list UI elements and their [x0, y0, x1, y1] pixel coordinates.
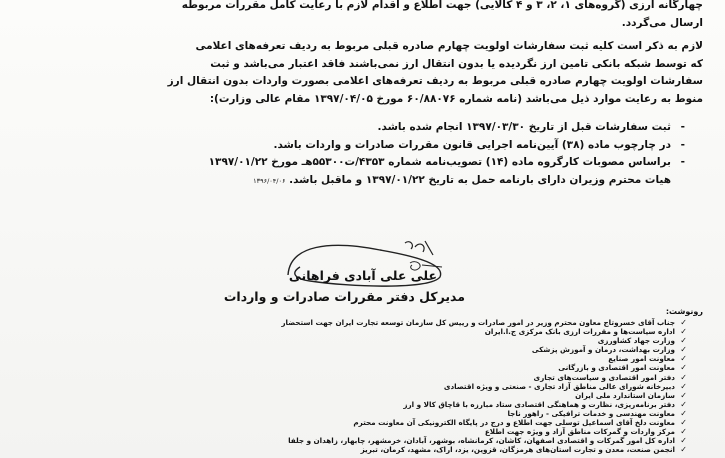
handwritten-date: ۱۳۹۶/۰۴/۰۶ — [253, 176, 286, 185]
cc-item-text: جناب آقای خسروتاج معاون محترم وزیر در امور صادرات و رییس کل سازمان توسعه تجارت ایران جهت استحضار — [281, 318, 675, 327]
check-icon: ✓ — [680, 345, 687, 355]
main-paragraph — [13, 38, 703, 108]
cc-item — [47, 382, 687, 391]
cc-item-text: دبیرخانه شورای عالی مناطق آزاد تجاری - صنعتی و ویژه اقتصادی — [443, 381, 675, 391]
cc-item — [47, 373, 687, 382]
signatory-title: مدیرکل دفتر مقررات صادرات و واردات — [223, 289, 465, 304]
cc-item-text: وزارت جهاد کشاورزی — [597, 336, 675, 346]
cc-item — [47, 427, 687, 436]
check-icon: ✓ — [680, 436, 687, 446]
cc-item — [47, 363, 687, 372]
check-icon: ✓ — [680, 418, 687, 428]
text-line: ارسال می‌گردد. — [621, 16, 703, 29]
text-line: چهارگانه ارزی (گروه‌های ۱، ۲، ۳ و ۴ کالایی) جهت اطلاع و اقدام لازم با رعایت کامل مقررات مربوطه — [181, 0, 703, 11]
text-line: سفارشات اولویت چهارم صادره قبلی مربوط به ردیف تعرفه‌های اعلامی بصورت واردات بدون انتقال ارز — [167, 75, 703, 87]
cc-item-text: معاونت امور اقتصادی و بازرگانی — [558, 363, 675, 373]
condition-item: - براساس مصوبات کارگروه ماده (۱۴) تصویب‌نامه شماره ۴۳۵۳/ت۵۵۳۰۰هـ مورخ ۱۳۹۷/۰۱/۲۲ — [25, 154, 685, 172]
cc-item — [47, 391, 687, 400]
check-icon: ✓ — [680, 390, 687, 400]
cc-item-text: اداره سیاست‌ها و مقررات ارزی بانک مرکزی ج.ا.ایران — [484, 327, 675, 337]
check-icon: ✓ — [680, 381, 687, 391]
cc-item — [47, 418, 687, 427]
check-icon: ✓ — [680, 354, 687, 364]
cc-item-text: معاونت امور صنایع — [608, 354, 675, 364]
cc-item-text: معاونت دلخ آقای اسماعیل توسلی جهت اطلاع و درج در پایگاه الکترونیکی آن معاونت محترم — [353, 418, 675, 428]
text-line: که توسط شبکه بانکی تامین ارز نگردیده یا بدون انتقال ارز نمی‌باشند فاقد اعتبار می‌باشد و ثبت — [210, 57, 703, 70]
check-icon: ✓ — [680, 327, 687, 337]
check-icon: ✓ — [680, 363, 687, 373]
text-line: منوط به رعایت موارد ذیل می‌باشد (نامه شماره ۶۰/۸۸۰۷۶ مورخ ۱۳۹۷/۰۴/۰۵ مقام عالی وزارت): — [209, 92, 703, 105]
cc-item — [47, 345, 687, 354]
cc-item-text: دفتر امور اقتصادی و سیاست‌های تجاری — [533, 372, 675, 382]
cc-item — [47, 318, 687, 327]
check-icon: ✓ — [680, 445, 687, 455]
check-icon: ✓ — [680, 336, 687, 346]
cc-item — [47, 409, 687, 418]
conditions-list — [25, 119, 685, 190]
cc-item-text: مرکز واردات و گمرکات مناطق آزاد و ویژه جهت اطلاع — [484, 427, 675, 437]
check-icon: ✓ — [680, 318, 687, 327]
condition-text: هیات محترم وزیران دارای بارنامه حمل به تاریخ ۱۳۹۷/۰۱/۲۲ و ماقبل باشد. — [289, 173, 671, 186]
cc-item — [47, 354, 687, 363]
condition-item: - ثبت سفارشات قبل از تاریخ ۱۳۹۷/۰۳/۳۰ انجام شده باشد. — [25, 119, 685, 137]
signature-scribble — [270, 235, 470, 295]
cc-item-text: سازمان استاندارد ملی ایران — [575, 390, 675, 400]
cc-item-text: دفتر برنامه‌ریزی، نظارت و هماهنگی اقتصادی ستاد مبارزه با قاچاق کالا و ارز — [403, 399, 675, 409]
condition-item: - در چارچوب ماده (۳۸) آیین‌نامه اجرایی قانون مقررات صادرات و واردات باشد. — [25, 137, 685, 155]
signatory-name: علی علی آبادی فراهانی — [288, 268, 437, 283]
cc-item — [47, 445, 687, 454]
condition-item-continued — [25, 172, 685, 191]
check-icon: ✓ — [680, 372, 687, 382]
cc-item-text: اداره کل امور گمرکات و اقتصادی اصفهان، کاشان، کرمانشاه، بوشهر، آبادان، خرمشهر، چابهار، زاهدان و جلفا — [288, 436, 675, 446]
cc-item — [47, 336, 687, 345]
cc-item — [47, 400, 687, 409]
cc-list — [47, 318, 687, 454]
cc-item — [47, 327, 687, 336]
cc-item — [47, 436, 687, 445]
text-line: لازم به ذکر است کلیه ثبت سفارشات اولویت چهارم صادره قبلی مربوط به ردیف تعرفه‌های اعلامی — [195, 40, 703, 52]
cc-item-text: معاونت مهندسی و خدمات ترافیکی - راهور ناجا — [507, 408, 675, 418]
check-icon: ✓ — [680, 427, 687, 437]
cc-item-text: وزارت بهداشت، درمان و آموزش پزشکی — [531, 345, 675, 355]
cc-label: رونوشت: — [665, 307, 703, 316]
cc-item-text: انجمن صنعت، معدن و تجارت استان‌های هرمزگان، قزوین، یزد، اراک، مشهد، کرمان، تبریز — [360, 445, 675, 455]
check-icon: ✓ — [680, 408, 687, 418]
check-icon: ✓ — [680, 399, 687, 409]
intro-paragraph — [13, 0, 703, 32]
